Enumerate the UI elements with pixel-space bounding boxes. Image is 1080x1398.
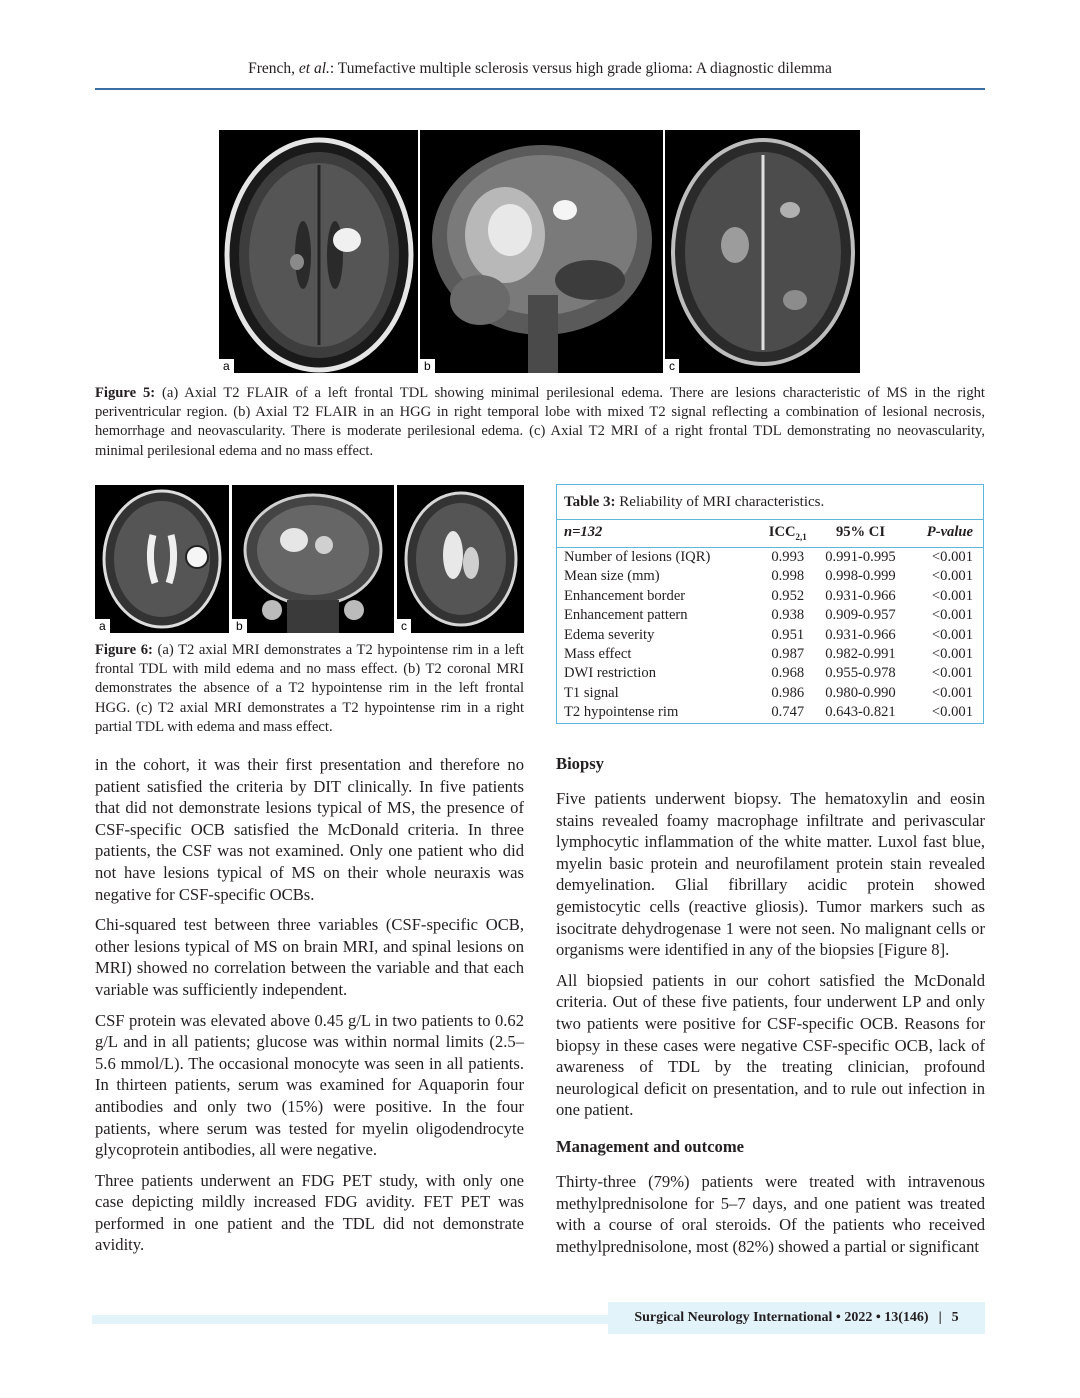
table3-cell: Number of lesions (IQR) (564, 548, 711, 565)
table3-title-text: Reliability of MRI characteristics. (615, 494, 825, 510)
footer (608, 1302, 985, 1334)
footer-band (92, 1315, 608, 1324)
table3-cell: 0.747 (771, 704, 805, 721)
table3-cell: <0.001 (931, 548, 973, 565)
figure6-panel-b-letter: b (232, 619, 247, 633)
table3-cell: 0.968 (771, 665, 805, 682)
table3-cell: <0.001 (931, 568, 973, 585)
table3-header-n-text: n=132 (564, 524, 603, 541)
table-row (557, 587, 983, 606)
figure5-panel-a (219, 130, 418, 373)
management-heading: Management and outcome (556, 1136, 745, 1156)
figure6-panel-a-image (95, 485, 229, 633)
table3-cell: 0.909-0.957 (825, 607, 896, 624)
figure5-caption-text: (a) Axial T2 FLAIR of a left frontal TDL showing minimal perilesional edema. There are lesions characteristic of MS in the right periventricular region. (b) Axial T2 FLAIR in an HGG in right temporal lobe with mixed T2 signal reflecting a combination of lesional necrosis, hemorrhage and neovascularity. There is moderate perilesional edema. (c) Axial T2 MRI of a right frontal TDL demonstrating no neovascularity, minimal perilesional edema and no mass effect. (95, 385, 985, 459)
figure5-panel-a-letter: a (219, 359, 234, 373)
figure6-caption-label: Figure 6: (95, 642, 153, 658)
left-paragraph-3: CSF protein was elevated above 0.45 g/L in two patients to 0.62 g/L and in all patients; glucose was within normal limits (2.5–5.6 mmol/L). The occasional monocyte was seen in all patients. In thirteen patients, serum was examined for Aquaporin four antibodies and only two (15%) were positive. In the four patients, where serum was tested for myelin oligodendrocyte glycoprotein antibodies, all were negative. (95, 1010, 524, 1160)
table3-title (564, 494, 983, 511)
table-row (557, 626, 983, 645)
left-column (95, 754, 524, 1265)
table-row (557, 703, 983, 722)
biopsy-paragraph-2: All biopsied patients in our cohort satisfied the McDonald criteria. Out of these five patients, four underwent LP and only two patients were positive for CSF-specific OCB. Reasons for biopsy in these cases were negative CSF-specific OCB, lack of awareness of TDL by the treating clinician, profound neurological deficit on presentation, and to rule out infection in one patient. (556, 970, 985, 1120)
table-row (557, 645, 983, 664)
table-row (557, 567, 983, 586)
table-row (557, 548, 983, 567)
table3-cell: 0.991-0.995 (825, 548, 896, 565)
running-title-suffix: : Tumefactive multiple sclerosis versus high grade glioma: A diagnostic dilemma (329, 60, 832, 77)
figure6-panel-b-image (232, 485, 394, 633)
biopsy-heading: Biopsy (556, 754, 604, 773)
figure6-panel-c (397, 485, 524, 633)
running-header (95, 60, 985, 78)
running-title-italic: et al. (298, 60, 330, 77)
figure6-caption-text: (a) T2 axial MRI demonstrates a T2 hypointense rim in a left frontal TDL with mild edema and no mass effect. (b) T2 coronal MRI demonstrates the absence of a T2 hypointense rim in the left frontal HGG. (c) T2 axial MRI demonstrates a T2 hypointense rim in a right partial TDL with edema and mass effect. (95, 642, 524, 735)
table3-cell: 0.982-0.991 (825, 645, 896, 662)
table-row (557, 606, 983, 625)
figure6-panel-b (232, 485, 394, 633)
table3-cell: Mass effect (564, 645, 632, 662)
figure5-caption (95, 384, 985, 461)
table3-cell: 0.986 (771, 684, 805, 701)
table3-cell: DWI restriction (564, 665, 656, 682)
left-paragraph-4: Three patients underwent an FDG PET study, with only one case depicting mildly increased FDG avidity. FET PET was performed in one patient and the TDL did not demonstrate avidity. (95, 1170, 524, 1255)
table3-cell: Enhancement pattern (564, 607, 688, 624)
table3-title-label: Table 3: (564, 494, 616, 510)
footer-journal: Surgical Neurology International • 2022 • 13(146) (634, 1310, 929, 1325)
table3-cell: Enhancement border (564, 587, 686, 604)
table3-header-p (908, 520, 983, 547)
figure6-panel-c-image (397, 485, 524, 633)
table3-cell: <0.001 (931, 684, 973, 701)
table3-header-n (557, 520, 762, 547)
table3-cell: 0.938 (771, 607, 805, 624)
running-title-prefix: French, (248, 60, 299, 77)
figure6-panel-c-letter: c (397, 619, 411, 633)
figure6-panel-a (95, 485, 229, 633)
table3-cell: 0.998 (771, 568, 805, 585)
table3-cell: T2 hypointense rim (564, 704, 679, 721)
table3-cell: <0.001 (931, 626, 973, 643)
figure5-panel-a-image (219, 130, 418, 373)
table3-header-ci: 95% CI (835, 524, 885, 541)
table-row (557, 684, 983, 703)
table3-cell: 0.952 (771, 587, 805, 604)
left-paragraph-2: Chi-squared test between three variables (CSF-specific OCB, other lesions typical of MS on brain MRI, and spinal lesions on MRI) showed no correlation between the variable and that each variable was sufficiently independent. (95, 915, 524, 999)
figure5-panel-c-image (665, 130, 860, 373)
figure5-panel-b (420, 130, 663, 373)
table3-cell: 0.955-0.978 (825, 665, 896, 682)
table3-cell: 0.931-0.966 (825, 587, 896, 604)
table3-cell: 0.643-0.821 (825, 704, 896, 721)
figure5-panel-c-letter: c (665, 359, 679, 373)
table3 (556, 484, 984, 724)
figure6-caption (95, 641, 524, 737)
figure5-panel-b-image (420, 130, 663, 373)
figure5-panel-c (665, 130, 860, 373)
table3-cell: 0.931-0.966 (825, 626, 896, 643)
table3-cell: <0.001 (931, 587, 973, 604)
page-number: 5 (951, 1310, 959, 1325)
table3-cell: 0.998-0.999 (825, 568, 896, 585)
table3-cell: <0.001 (931, 665, 973, 682)
table3-cell: Mean size (mm) (564, 568, 660, 585)
table3-cell: <0.001 (931, 704, 973, 721)
table-row (557, 664, 983, 683)
table3-cell: <0.001 (931, 645, 973, 662)
table3-cell: 0.987 (771, 645, 805, 662)
table3-cell: 0.980-0.990 (825, 684, 896, 701)
left-paragraph-1: in the cohort, it was their first presentation and therefore no patient satisfied the criteria by DIT clinically. In five patients that did not demonstrate lesions typical of MS, the presence of CSF-specific OCB satisfied the McDonald criteria. In three patients, the CSF was not examined. Only one patient who did not have lesions typical of MS on their whole neuraxis was negative for CSF-specific OCBs. (95, 755, 524, 904)
figure6-panel-a-letter: a (95, 619, 110, 633)
table3-grid (557, 520, 983, 723)
table3-cell: Edema severity (564, 626, 655, 643)
figure5-panel-b-letter: b (420, 359, 435, 373)
management-paragraph-1: Thirty-three (79%) patients were treated with intravenous methylprednisolone for 5–7 days, and one patient was treated with a course of oral steroids. Of the patients who received methylprednisolone, most (82%) showed a partial or significant (556, 1171, 985, 1256)
table3-header-row (557, 520, 983, 547)
table3-cell: T1 signal (564, 684, 619, 701)
table3-cell: 0.993 (771, 548, 805, 565)
table3-cell: 0.951 (771, 626, 805, 643)
biopsy-paragraph-1: Five patients underwent biopsy. The hematoxylin and eosin stains revealed foamy macrophage infiltrate and perivascular lymphocytic inflammation of the white matter. Luxol fast blue, myelin basic protein and neurofilament protein stain revealed demyelination. Glial fibrillary acidic protein showed gemistocytic cells (reactive gliosis). Tumor markers such as isocitrate dehydrogenase 1 were not seen. No malignant cells or organisms were identified in any of the biopsies [Figure 8]. (556, 789, 985, 960)
table3-body (557, 548, 983, 723)
footer-separator: | (938, 1310, 942, 1325)
table3-header-p-text: P-value (926, 524, 973, 541)
right-column (556, 754, 985, 1266)
header-rule (95, 88, 985, 90)
figure5-caption-label: Figure 5: (95, 385, 156, 401)
table3-header-icc: $ICC_{2,1}$ (768, 524, 807, 542)
table3-cell: <0.001 (931, 607, 973, 624)
